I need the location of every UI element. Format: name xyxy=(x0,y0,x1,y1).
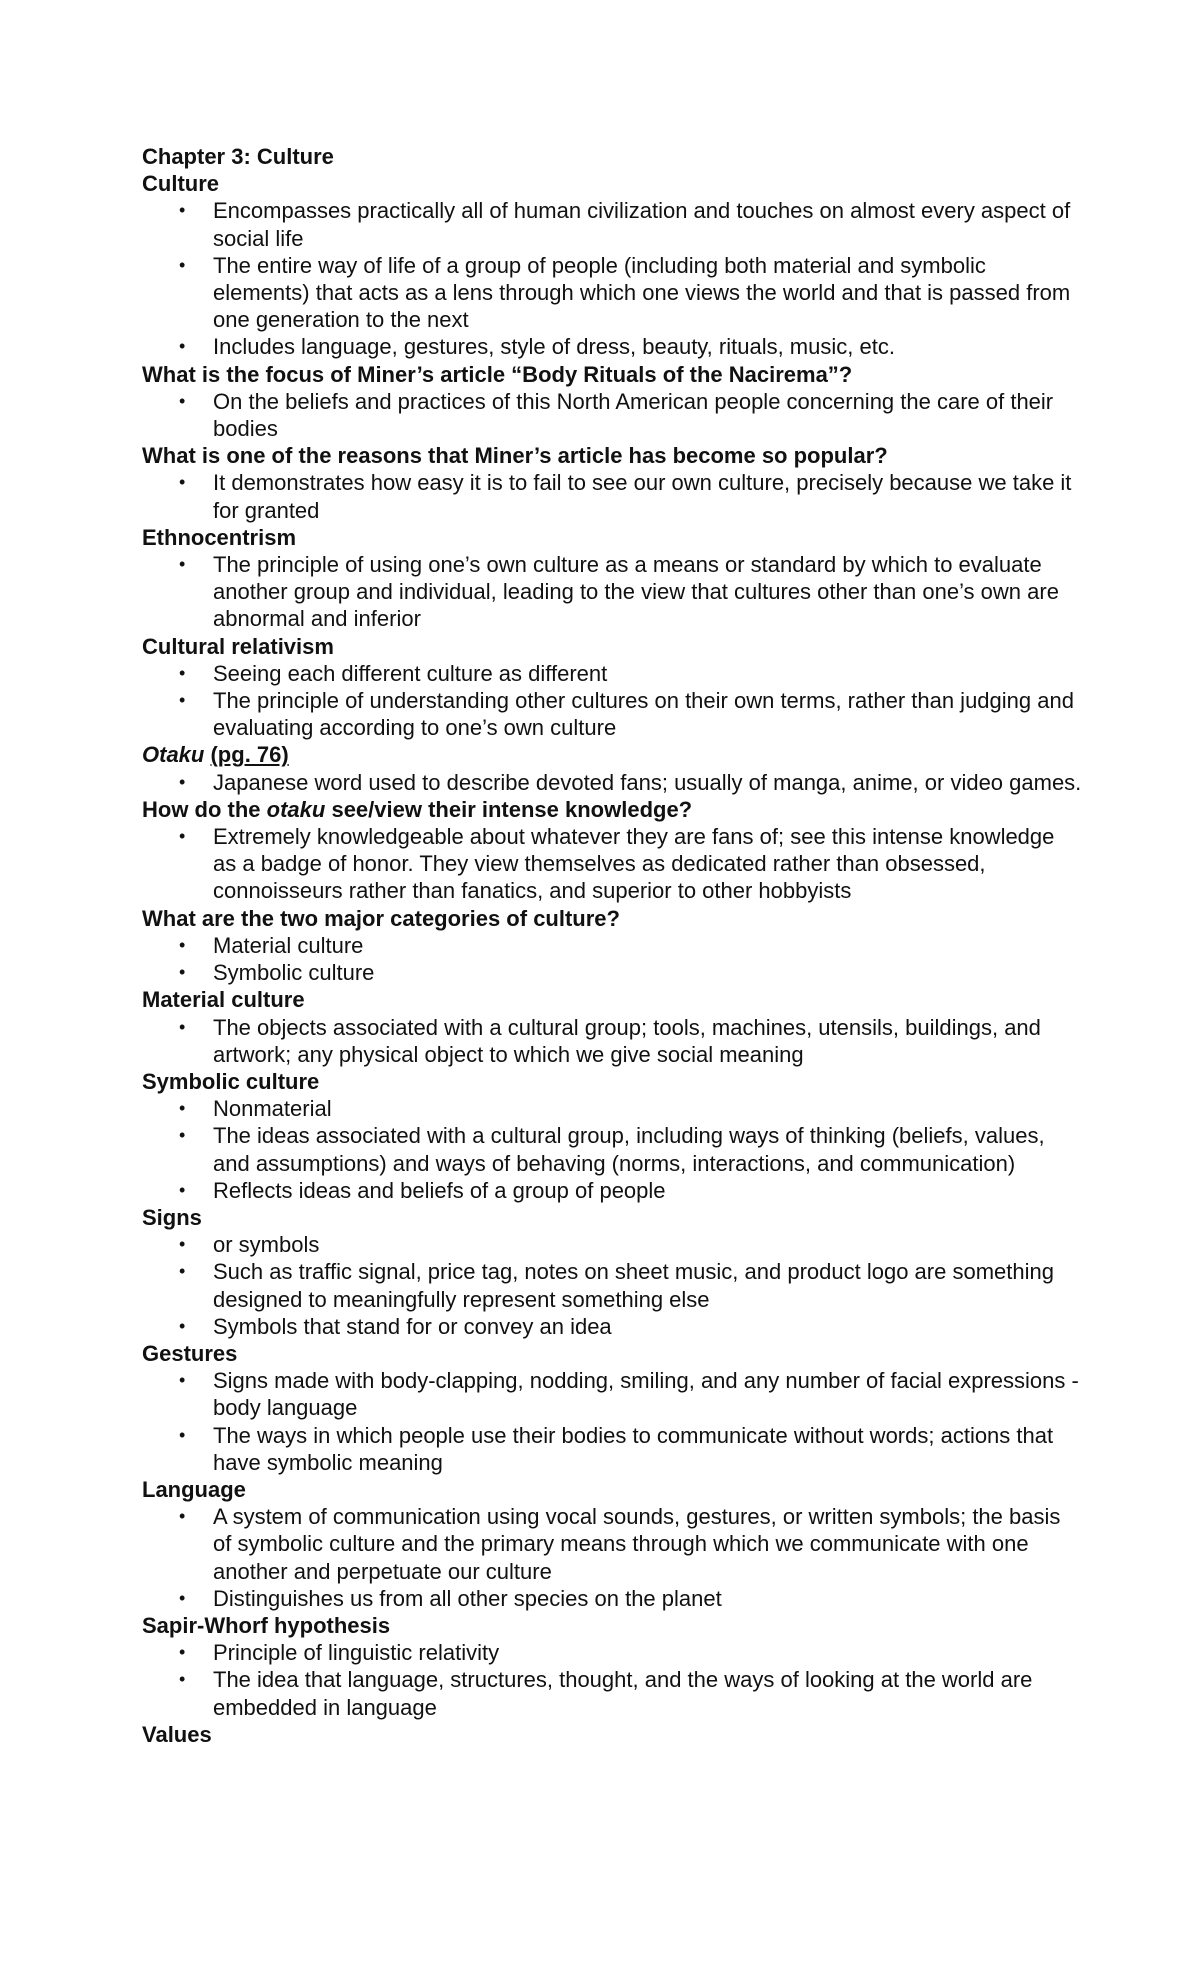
section-heading-cultural-relativism: Cultural relativism xyxy=(142,633,334,659)
bullet-dot-icon: • xyxy=(179,1424,186,1445)
bullet-dot-icon: • xyxy=(179,690,186,711)
list-item: • Japanese word used to describe devoted fans; usually of manga, anime, or video games. xyxy=(179,769,1082,795)
bullet-dot-icon: • xyxy=(179,1234,186,1255)
page-reference: (pg. 76) xyxy=(210,742,289,768)
bullet-dot-icon: • xyxy=(179,1261,186,1282)
bullet-dot-icon: • xyxy=(179,962,186,983)
bullet-list-ethnocentrism xyxy=(142,551,1102,633)
list-item: • Distinguishes us from all other species on the planet xyxy=(179,1585,722,1611)
list-item: • The ideas associated with a cultural group, including ways of thinking (beliefs, values, and assumptions) and ways of behaving (norms, interactions, and communication) xyxy=(179,1123,1045,1176)
section-heading-ethnocentrism: Ethnocentrism xyxy=(142,524,297,550)
section-heading-miner-popular: What is one of the reasons that Miner’s article has become so popular? xyxy=(142,443,888,469)
page-title: Chapter 3: Culture xyxy=(142,144,334,169)
section-heading-values: Values xyxy=(142,1721,212,1747)
bullet-dot-icon: • xyxy=(179,1642,186,1663)
list-item: • It demonstrates how easy it is to fail to see our own culture, precisely because we take it for granted xyxy=(179,470,1072,523)
bullet-list-gestures xyxy=(142,1367,1102,1476)
list-item: • The idea that language, structures, thought, and the ways of looking at the world are embedded in language xyxy=(179,1667,1033,1720)
list-item: • Principle of linguistic relativity xyxy=(179,1640,500,1666)
document-page xyxy=(142,143,1102,1748)
list-item: • Such as traffic signal, price tag, notes on sheet music, and product logo are something designed to meaningfully represent something else xyxy=(179,1259,1054,1312)
bullet-dot-icon: • xyxy=(179,554,186,575)
section-heading-sapir-whorf: Sapir-Whorf hypothesis xyxy=(142,1612,391,1638)
section-heading-categories: What are the two major categories of culture? xyxy=(142,905,620,931)
bullet-dot-icon: • xyxy=(179,200,186,221)
bullet-dot-icon: • xyxy=(179,1098,186,1119)
list-item: • The entire way of life of a group of people (including both material and symbolic elements) that acts as a lens through which one views the world and that is passed from one generation to the next xyxy=(179,252,1071,333)
section-heading-culture: Culture xyxy=(142,171,219,197)
bullet-dot-icon: • xyxy=(179,1016,186,1037)
bullet-list-culture xyxy=(142,197,1102,360)
list-item: • Includes language, gestures, style of dress, beauty, rituals, music, etc. xyxy=(179,334,895,360)
section-heading-gestures: Gestures xyxy=(142,1340,238,1366)
bullet-dot-icon: • xyxy=(179,826,186,847)
bullet-dot-icon: • xyxy=(179,336,186,357)
section-heading-otaku: Otaku (pg. 76) xyxy=(142,742,289,768)
list-item: • Symbols that stand for or convey an idea xyxy=(179,1313,612,1339)
bullet-list-categories xyxy=(142,932,1102,986)
bullet-list-miner-popular xyxy=(142,469,1102,523)
section-heading-otaku-knowledge: How do the otaku see/view their intense knowledge? xyxy=(142,796,693,822)
list-item: • On the beliefs and practices of this North American people concerning the care of their bodies xyxy=(179,388,1054,442)
bullet-list-language xyxy=(142,1503,1102,1612)
bullet-dot-icon: • xyxy=(179,1315,186,1336)
list-item: • The objects associated with a cultural group; tools, machines, utensils, buildings, and artwork; any physical object to which we give social meaning xyxy=(179,1014,1041,1067)
bullet-dot-icon: • xyxy=(179,1669,186,1690)
section-heading-signs: Signs xyxy=(142,1204,202,1230)
bullet-dot-icon: • xyxy=(179,472,186,493)
section-heading-miner-focus: What is the focus of Miner’s article “Body Rituals of the Nacirema”? xyxy=(142,361,853,387)
list-item: • The ways in which people use their bodies to communicate without words; actions that have symbolic meaning xyxy=(179,1422,1054,1475)
list-item: • Reflects ideas and beliefs of a group of people xyxy=(179,1177,666,1203)
bullet-dot-icon: • xyxy=(179,934,186,955)
list-item: • Encompasses practically all of human civilization and touches on almost every aspect of social life xyxy=(179,198,1071,251)
bullet-dot-icon: • xyxy=(179,1370,186,1391)
bullet-list-otaku-knowledge xyxy=(142,823,1102,905)
section-heading-symbolic-culture: Symbolic culture xyxy=(142,1068,320,1094)
list-item: • The principle of using one’s own culture as a means or standard by which to evaluate another group and individual, leading to the view that cultures other than one’s own are abnormal and inferior xyxy=(179,552,1059,632)
bullet-list-symbolic-culture xyxy=(142,1095,1102,1204)
list-item: • Symbolic culture xyxy=(179,960,375,986)
list-item: • Seeing each different culture as different xyxy=(179,660,608,686)
list-item: • Nonmaterial xyxy=(179,1096,332,1122)
bullet-dot-icon: • xyxy=(179,1179,186,1200)
list-item: • Extremely knowledgeable about whatever they are fans of; see this intense knowledge as a badge of honor. They view themselves as dedicated rather than obsessed, connoisseurs rather than fanatics, and superior to other hobbyists xyxy=(179,824,1055,904)
bullet-list-miner-focus xyxy=(142,388,1102,442)
bullet-list-otaku xyxy=(142,769,1102,796)
bullet-dot-icon: • xyxy=(179,390,186,411)
list-item: • Signs made with body-clapping, nodding, smiling, and any number of facial expressions - body language xyxy=(179,1368,1079,1421)
bullet-dot-icon: • xyxy=(179,1587,186,1608)
bullet-dot-icon: • xyxy=(179,1125,186,1146)
list-item: • Material culture xyxy=(179,932,364,958)
section-heading-language: Language xyxy=(142,1476,246,1502)
bullet-dot-icon: • xyxy=(179,254,186,275)
bullet-list-sapir-whorf xyxy=(142,1639,1102,1721)
bullet-dot-icon: • xyxy=(179,662,186,683)
bullet-list-signs xyxy=(142,1231,1102,1340)
list-item: • or symbols xyxy=(179,1232,320,1258)
bullet-list-material-culture xyxy=(142,1014,1102,1068)
bullet-dot-icon: • xyxy=(179,771,186,792)
list-item: • The principle of understanding other cultures on their own terms, rather than judging and evaluating according to one’s own culture xyxy=(179,688,1074,741)
section-heading-material-culture: Material culture xyxy=(142,987,305,1013)
list-item: • A system of communication using vocal sounds, gestures, or written symbols; the basis of symbolic culture and the primary means through which we communicate with one another and perpetuate our culture xyxy=(179,1504,1061,1584)
bullet-dot-icon: • xyxy=(179,1506,186,1527)
bullet-list-cultural-relativism xyxy=(142,660,1102,742)
